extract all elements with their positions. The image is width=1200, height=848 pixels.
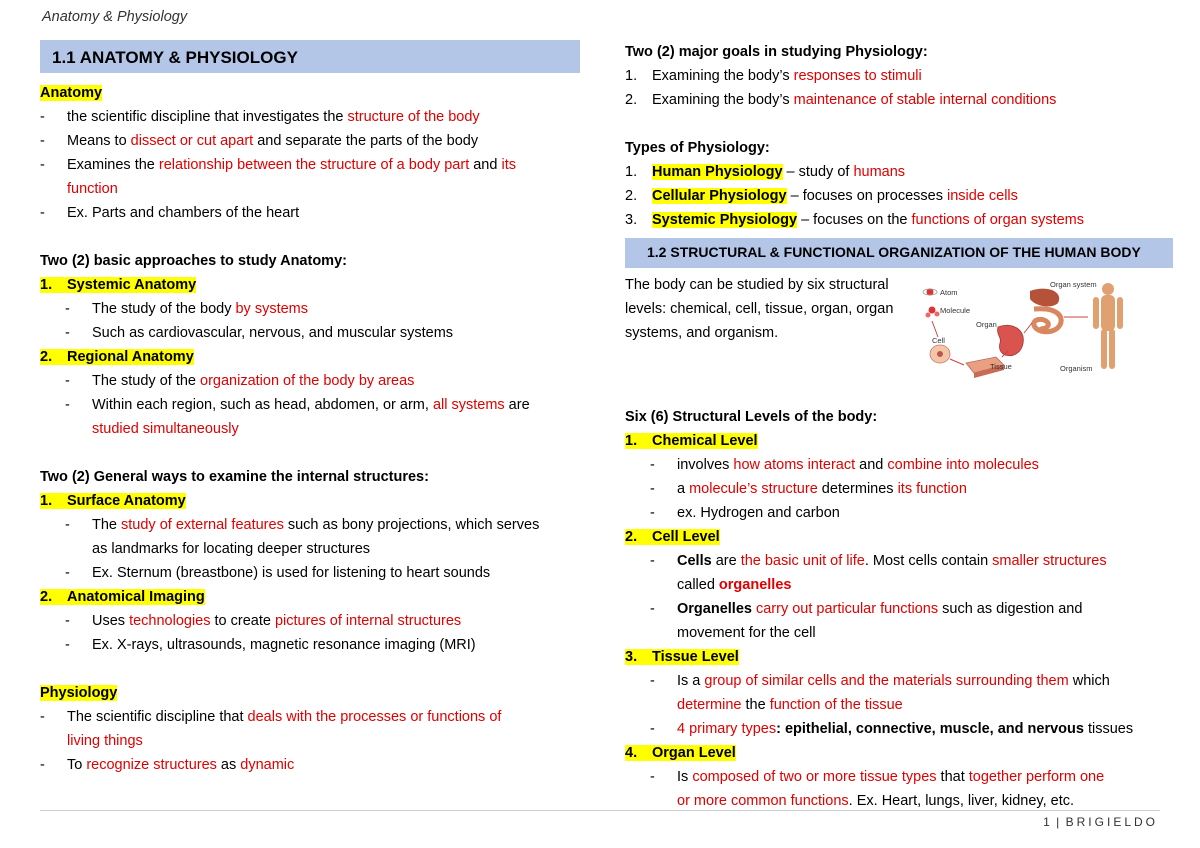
types-heading: Types of Physiology: (625, 140, 770, 156)
diagram-label-tissue: Tissue (990, 362, 1012, 371)
ways-heading: Two (2) General ways to examine the internal structures: (40, 469, 429, 485)
level-subbullet: - Is composed of two or more tissue types that together perform one (650, 769, 1105, 785)
level-subbullet-continuation: movement for the cell (677, 625, 816, 641)
physiology-bullet-continuation: living things (67, 733, 143, 749)
page-footer (1043, 815, 1158, 829)
level-item: 3. Tissue Level (625, 649, 739, 665)
footer-divider (40, 810, 1160, 811)
level-subbullet: - 4 primary types: epithelial, connective, muscle, and nervous tissues (650, 721, 1134, 737)
diagram-label-atom: Atom (940, 288, 958, 297)
approach-subbullet: - Such as cardiovascular, nervous, and muscular systems (65, 325, 454, 341)
type-item: 2. Cellular Physiology – focuses on processes inside cells (625, 188, 1018, 204)
approaches-heading: Two (2) basic approaches to study Anatomy: (40, 253, 347, 269)
level-item: 1. Chemical Level (625, 433, 758, 449)
way-subbullet: - Ex. Sternum (breastbone) is used for listening to heart sounds (65, 565, 491, 581)
type-item: 1. Human Physiology – study of humans (625, 164, 906, 180)
footer-separator: | (1056, 815, 1060, 829)
way-item: 1. Surface Anatomy (40, 493, 186, 509)
way-subbullet: - Ex. X-rays, ultrasounds, magnetic resonance imaging (MRI) (65, 637, 476, 653)
cell-icon (930, 345, 950, 363)
level-item: 4. Organ Level (625, 745, 736, 761)
approach-subbullet-continuation: studied simultaneously (92, 421, 239, 437)
section-title-1-1: 1.1 ANATOMY & PHYSIOLOGY (40, 40, 580, 73)
stomach-icon (998, 325, 1024, 355)
diagram-label-organ: Organ (976, 320, 997, 329)
goals-heading: Two (2) major goals in studying Physiology: (625, 44, 928, 60)
diagram-label-organism: Organism (1060, 364, 1093, 373)
level-subbullet: - Cells are the basic unit of life. Most cells contain smaller structures (650, 553, 1107, 569)
left-column (40, 40, 580, 777)
document-header: Anatomy & Physiology (42, 9, 188, 25)
intro-text: The body can be studied by six structural levels: chemical, cell, tissue, organ, organ systems, and organism. (625, 277, 894, 341)
intro-block (625, 273, 1173, 401)
goal-item: 1. Examining the body’s responses to stimuli (625, 68, 922, 84)
footer-author: BRIGIELDO (1065, 815, 1158, 829)
anatomy-bullet: - Means to dissect or cut apart and separate the parts of the body (40, 133, 479, 149)
way-subbullet: - Uses technologies to create pictures of internal structures (65, 613, 462, 629)
physiology-bullet: - To recognize structures as dynamic (40, 757, 295, 773)
level-subbullet: - Organelles carry out particular functions such as digestion and (650, 601, 1083, 617)
level-subbullet: - involves how atoms interact and combine into molecules (650, 457, 1039, 473)
anatomy-bullet: - Examines the relationship between the structure of a body part and its (40, 157, 516, 173)
page-number: 1 (1043, 815, 1050, 829)
way-item: 2. Anatomical Imaging (40, 589, 205, 605)
level-subbullet: - Is a group of similar cells and the materials surrounding them which (650, 673, 1110, 689)
anatomy-bullet-continuation: function (67, 181, 118, 197)
physiology-bullet: - The scientific discipline that deals with the processes or functions of (40, 709, 502, 725)
anatomy-heading: Anatomy (40, 85, 103, 101)
way-subbullet: - The study of external features such as bony projections, which serves (65, 517, 540, 533)
approach-subbullet: - The study of the body by systems (65, 301, 308, 317)
diagram-label-cell: Cell (932, 336, 945, 345)
diagram-label-molecule: Molecule (940, 306, 971, 315)
anatomy-bullet: - Ex. Parts and chambers of the heart (40, 205, 300, 221)
way-subbullet-continuation: as landmarks for locating deeper structures (92, 541, 371, 557)
goal-item: 2. Examining the body’s maintenance of stable internal conditions (625, 92, 1057, 108)
level-subbullet-continuation: called organelles (677, 577, 792, 593)
level-subbullet: - ex. Hydrogen and carbon (650, 505, 840, 521)
level-subbullet: - a molecule’s structure determines its function (650, 481, 967, 497)
approach-subbullet: - Within each region, such as head, abdomen, or arm, all systems are (65, 397, 530, 413)
approach-item: 1. Systemic Anatomy (40, 277, 197, 293)
level-subbullet-continuation: determine the function of the tissue (677, 697, 903, 713)
structural-levels-diagram (918, 277, 1144, 401)
physiology-heading: Physiology (40, 685, 118, 701)
section-title-1-2: 1.2 STRUCTURAL & FUNCTIONAL ORGANIZATION OF THE HUMAN BODY (625, 238, 1173, 268)
approach-item: 2. Regional Anatomy (40, 349, 194, 365)
level-item: 2. Cell Level (625, 529, 720, 545)
type-item: 3. Systemic Physiology – focuses on the functions of organ systems (625, 212, 1085, 228)
levels-heading: Six (6) Structural Levels of the body: (625, 409, 878, 425)
right-column (625, 40, 1173, 813)
approach-subbullet: - The study of the organization of the body by areas (65, 373, 415, 389)
level-subbullet-continuation: or more common functions. Ex. Heart, lungs, liver, kidney, etc. (677, 793, 1075, 809)
anatomy-bullet: - the scientific discipline that investigates the structure of the body (40, 109, 480, 125)
diagram-label-organ-system: Organ system (1050, 280, 1097, 289)
